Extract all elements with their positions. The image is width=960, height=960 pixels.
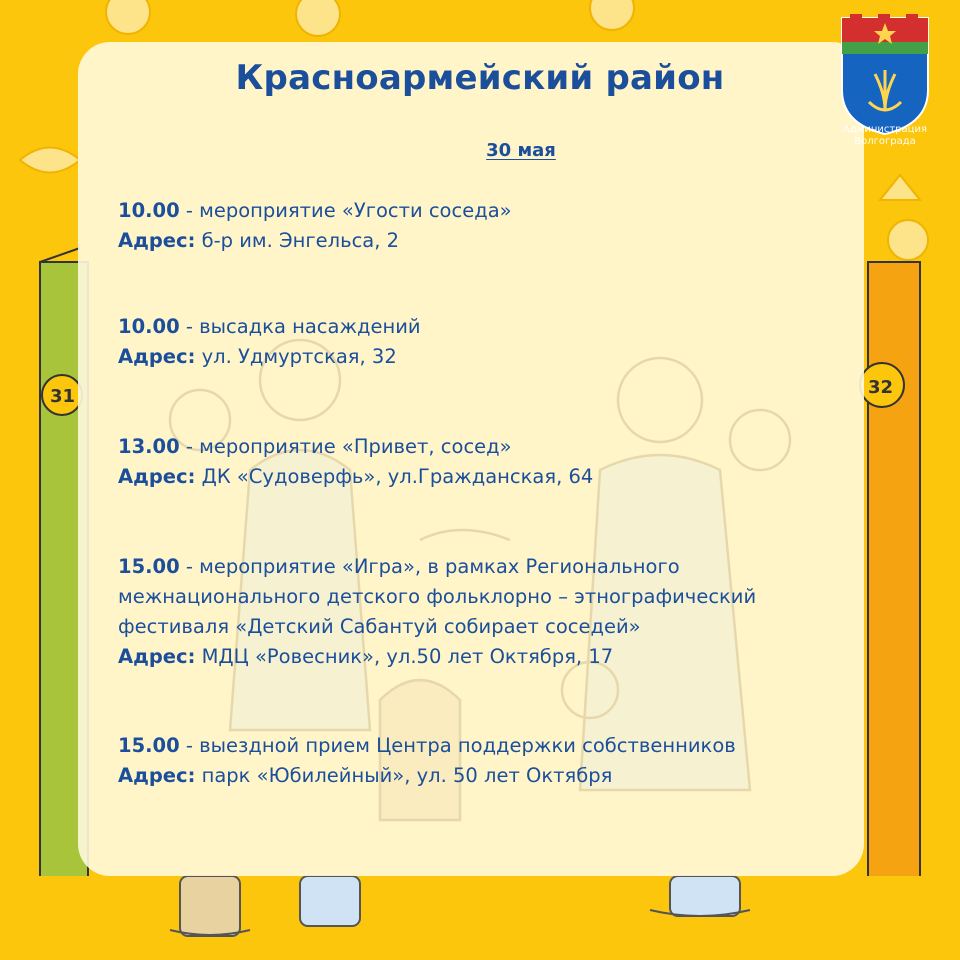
event-item <box>118 312 848 372</box>
event-time: 13.00 <box>118 435 180 458</box>
address-label: Адрес: <box>118 645 196 668</box>
address-label: Адрес: <box>118 764 196 787</box>
event-description: - мероприятие «Угости соседа» <box>185 199 512 222</box>
event-item <box>118 552 848 672</box>
event-address: парк «Юбилейный», ул. 50 лет Октября <box>201 764 613 787</box>
event-time: 15.00 <box>118 734 180 757</box>
address-label: Адрес: <box>118 229 196 252</box>
event-time: 10.00 <box>118 315 180 338</box>
event-item <box>118 432 848 492</box>
event-time: 15.00 <box>118 555 180 578</box>
event-time: 10.00 <box>118 199 180 222</box>
door-number-left: 31 <box>50 386 76 407</box>
door-number-right: 32 <box>868 377 894 398</box>
event-address: б-р им. Энгельса, 2 <box>201 229 400 252</box>
address-label: Адрес: <box>118 345 196 368</box>
event-description: - выездной прием Центра поддержки собственников <box>185 734 736 757</box>
emblem-caption-line: Волгограда <box>854 136 916 147</box>
event-description: фестиваля «Детский Сабантуй собирает соседей» <box>118 615 641 638</box>
event-address: ул. Удмуртская, 32 <box>201 345 397 368</box>
event-date: 30 мая <box>486 140 556 161</box>
event-description: межнационального детского фольклорно – этнографический <box>118 585 757 608</box>
event-item <box>118 196 848 256</box>
event-address: МДЦ «Ровесник», ул.50 лет Октября, 17 <box>201 645 614 668</box>
event-description: - мероприятие «Привет, сосед» <box>185 435 512 458</box>
event-description: - высадка насаждений <box>185 315 421 338</box>
event-address: ДК «Судоверфь», ул.Гражданская, 64 <box>201 465 594 488</box>
address-label: Адрес: <box>118 465 196 488</box>
event-item <box>118 731 848 791</box>
emblem-caption-line: Администрация <box>843 124 927 135</box>
event-description: - мероприятие «Игра», в рамках Регионального <box>185 555 680 578</box>
page-title: Красноармейский район <box>235 58 725 98</box>
